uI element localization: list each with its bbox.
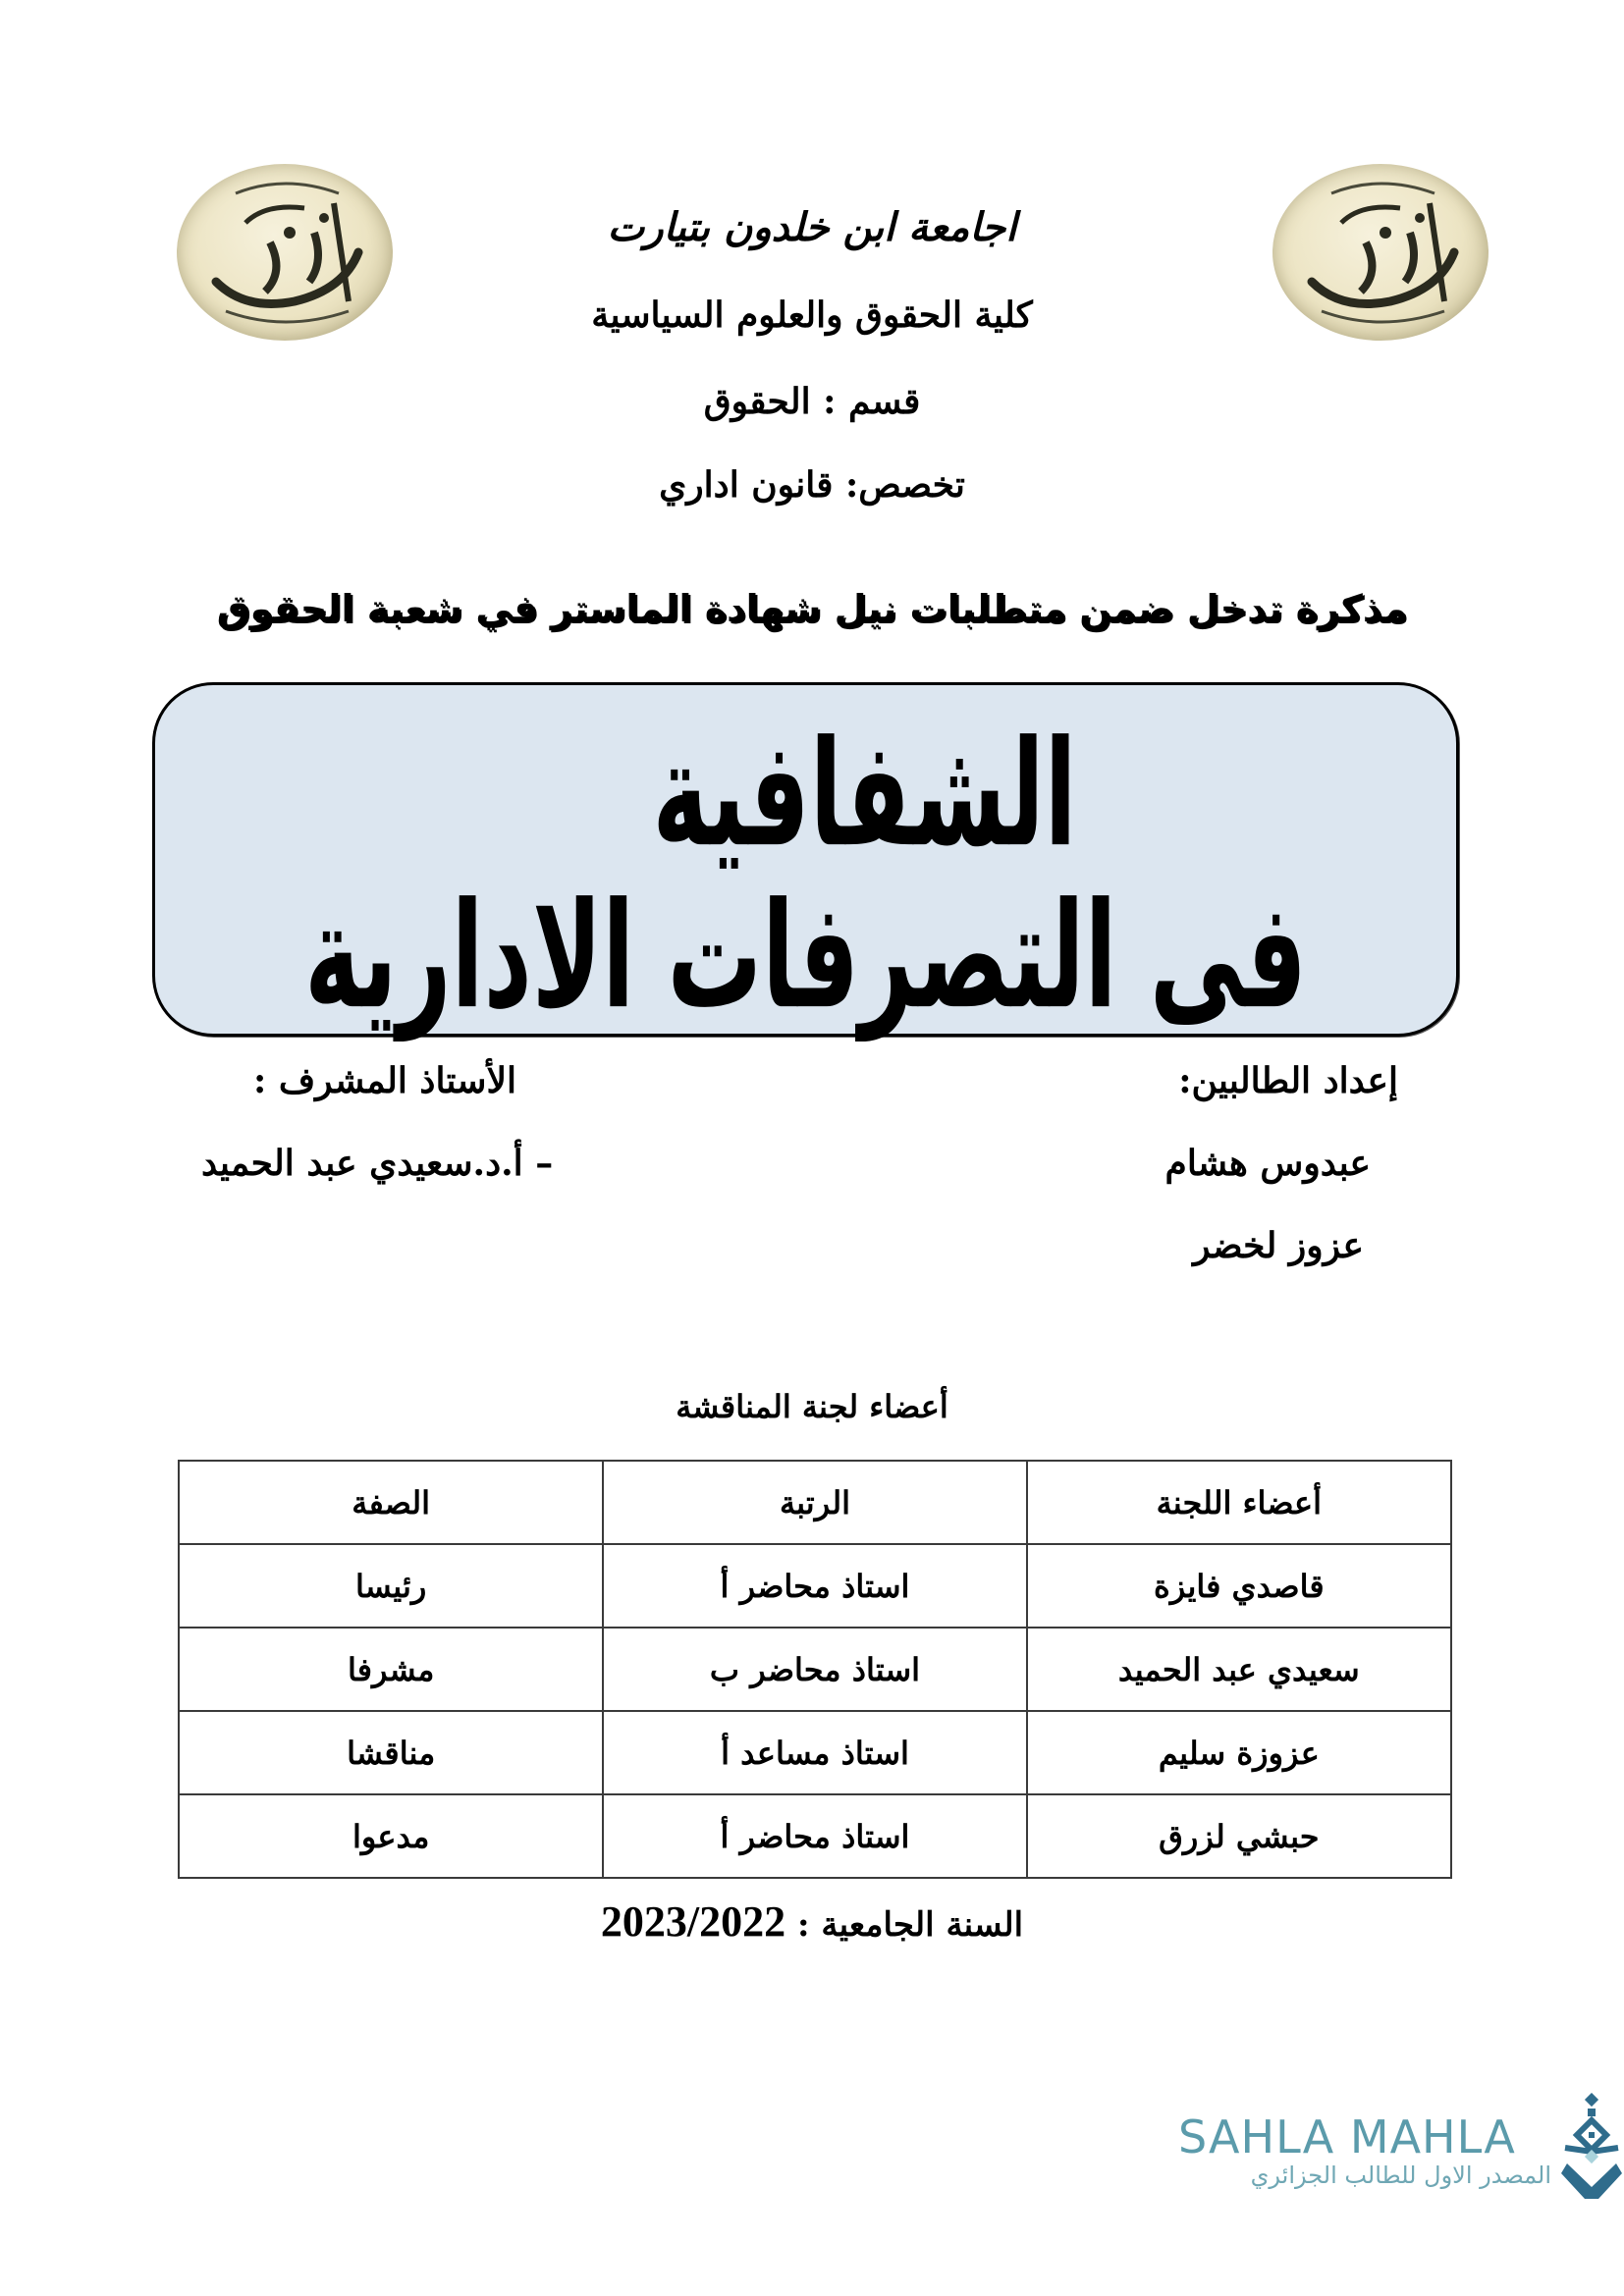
memo-statement: مذكرة تدخل ضمن متطلبات نيل شهادة الماستر في شعبة الحقوق xyxy=(216,587,1408,630)
member-name: حبشي لزرق xyxy=(1027,1794,1451,1878)
faculty-name: كلية الحقوق والعلوم السياسية xyxy=(591,294,1033,336)
table-header-row xyxy=(179,1461,1451,1544)
member-name: سعيدي عبد الحميد xyxy=(1027,1628,1451,1711)
committee-table xyxy=(178,1460,1452,1879)
sahla-mahla-logo-icon xyxy=(1559,2093,1624,2209)
member-role: مدعوا xyxy=(179,1794,603,1878)
academic-year-value: 2023/2022 xyxy=(600,1897,786,1946)
specialty-name: تخصص: قانون اداري xyxy=(659,464,965,506)
brand-name: SAHLA MAHLA xyxy=(1178,2110,1516,2163)
supervisor-name: – أ.د.سعيدي عبد الحميد xyxy=(201,1143,554,1184)
member-name: عزوزة سليم xyxy=(1027,1711,1451,1794)
students-label: إعداد الطالبين: xyxy=(1178,1060,1398,1101)
member-rank: استاذ محاضر أ xyxy=(603,1794,1026,1878)
brand-tagline: المصدر الاول للطالب الجزائري xyxy=(1250,2162,1551,2189)
supervisor-label: الأستاذ المشرف : xyxy=(253,1060,516,1101)
department-name: قسم : الحقوق xyxy=(703,381,921,422)
thesis-title-line-1: الشفافية xyxy=(652,709,1077,880)
committee-title: أعضاء لجنة المناقشة xyxy=(676,1388,948,1425)
sahla-mahla-watermark xyxy=(1178,2110,1610,2209)
member-rank: استاذ محاضر أ xyxy=(603,1544,1026,1628)
table-row xyxy=(179,1544,1451,1628)
column-header-members: أعضاء اللجنة xyxy=(1027,1461,1451,1544)
member-role: مشرفا xyxy=(179,1628,603,1711)
member-rank: استاذ محاضر ب xyxy=(603,1628,1026,1711)
member-role: مناقشا xyxy=(179,1711,603,1794)
thesis-title-line-2: فى التصرفات الادارية xyxy=(304,871,1307,1041)
member-role: رئيسا xyxy=(179,1544,603,1628)
thesis-title-box xyxy=(152,682,1459,1041)
academic-year-label: السنة الجامعية : xyxy=(797,1905,1024,1945)
member-name: قاصدي فايزة xyxy=(1027,1544,1451,1628)
student-name: عزوز لخضر xyxy=(1193,1225,1364,1266)
column-header-role: الصفة xyxy=(179,1461,603,1544)
university-name: اجامعة ابن خلدون بتيارت xyxy=(607,204,1017,250)
column-header-rank: الرتبة xyxy=(603,1461,1026,1544)
table-row xyxy=(179,1794,1451,1878)
member-rank: استاذ مساعد أ xyxy=(603,1711,1026,1794)
table-row xyxy=(179,1628,1451,1711)
student-name: عبدوس هشام xyxy=(1164,1143,1371,1184)
academic-year xyxy=(0,1896,1624,1947)
table-row xyxy=(179,1711,1451,1794)
